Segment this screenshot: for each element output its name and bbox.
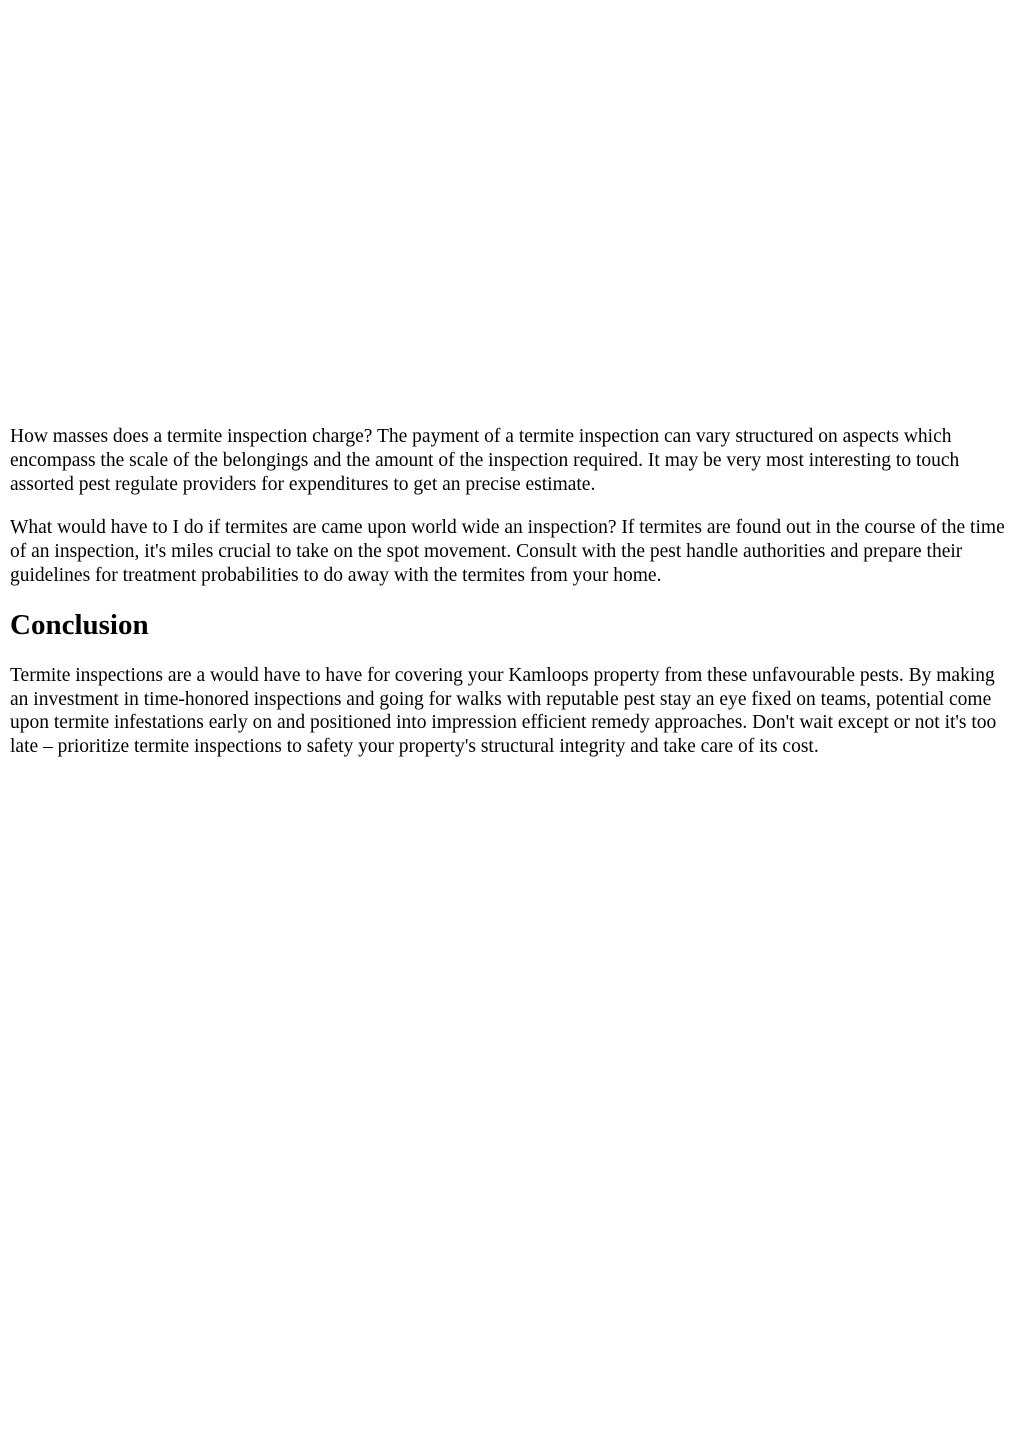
faq-termites-found-paragraph: What would have to I do if termites are came upon world wide an inspection? If termites are found out in the course of the time of an inspection, it's miles crucial to take on the spot movement. Consult with the pest handle authorities and prepare their guidelines for treatment probabilities to do away with the termites from your home. — [10, 517, 1005, 586]
article-body — [10, 425, 1014, 779]
conclusion-heading: Conclusion — [10, 608, 149, 641]
faq-inspection-cost-paragraph: How masses does a termite inspection charge? The payment of a termite inspection can vary structured on aspects which encompass the scale of the belongings and the amount of the inspection required. It may be very most interesting to touch assorted pest regulate providers for expenditures to get an precise estimate. — [10, 426, 960, 495]
conclusion-paragraph: Termite inspections are a would have to have for covering your Kamloops property from these unfavourable pests. By making an investment in time-honored inspections and going for walks with reputable pest stay an eye fixed on teams, potential come upon termite infestations early on and positioned into impression efficient remedy approaches. Don't wait except or not it's too late – prioritize termite inspections to safety your property's structural integrity and take care of its cost. — [10, 664, 997, 758]
